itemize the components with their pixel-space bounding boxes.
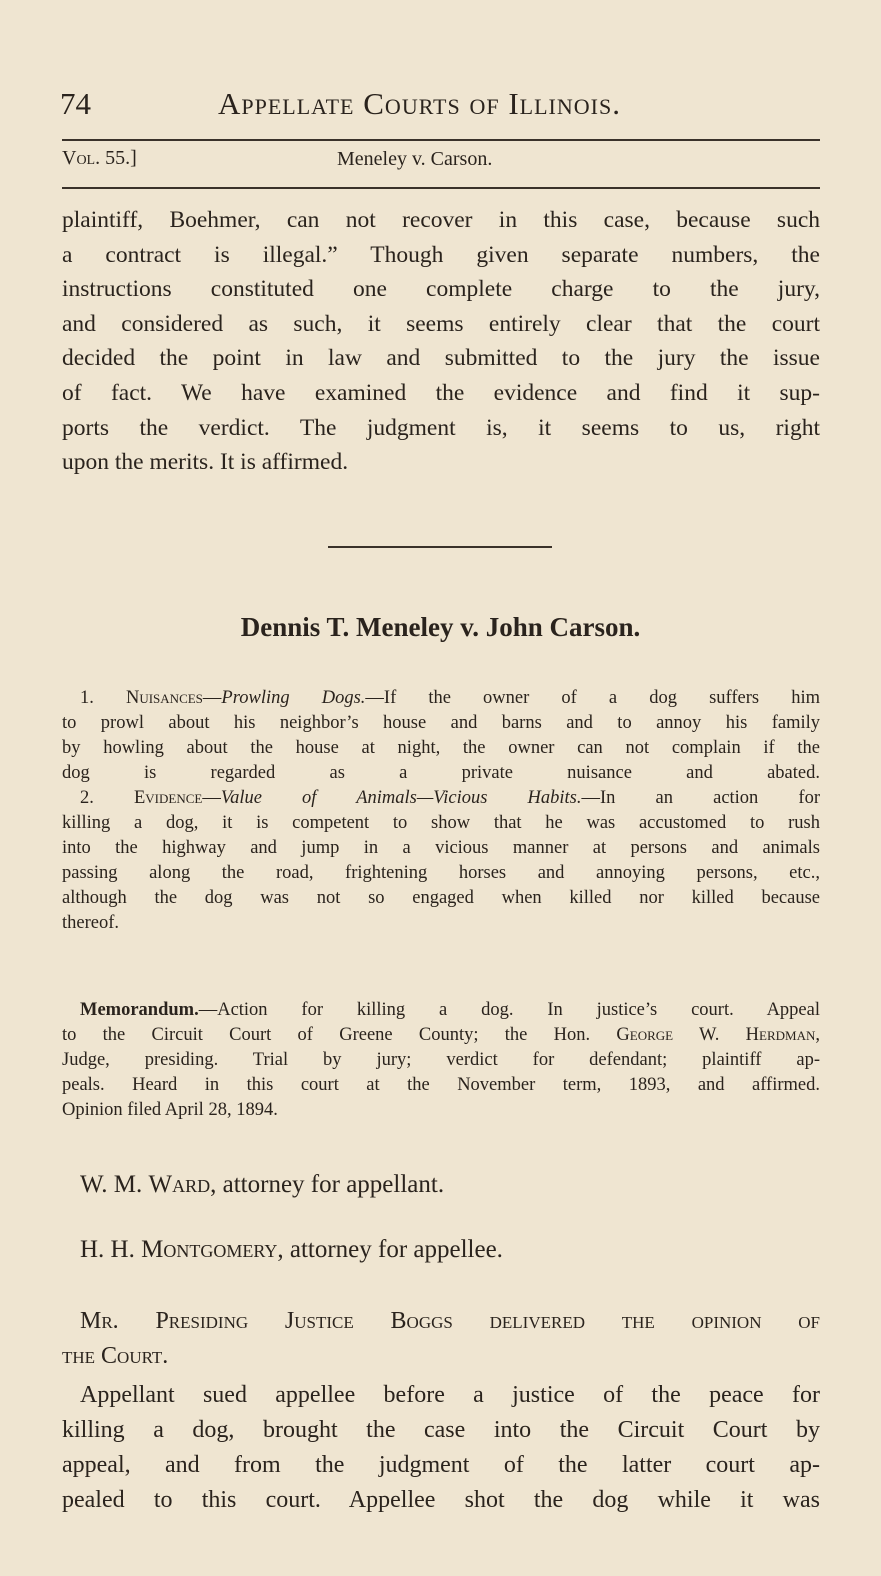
- text-span: upon the merits. It is affirmed.: [62, 449, 349, 476]
- text-line: [62, 761, 820, 786]
- text-span: Value of Animals—Vicious Habits.: [220, 788, 582, 808]
- text-line: [62, 711, 820, 736]
- text-line: [62, 1378, 820, 1413]
- text-line: [62, 1098, 820, 1123]
- text-span: Memorandum.: [80, 1000, 199, 1020]
- text-line: [80, 1233, 820, 1267]
- paragraph-continued: [62, 203, 820, 480]
- text-span: although the dog was not so engaged when killed nor killed because: [62, 888, 820, 908]
- text-span: pealed to this court. Appellee shot the dog while it was: [62, 1487, 820, 1513]
- text-span: , attorney for appellee.: [277, 1236, 503, 1263]
- text-span: plaintiff, Boehmer, can not recover in this case, because such: [62, 207, 820, 233]
- text-span: decided the point in law and submitted to the jury the issue: [62, 345, 820, 372]
- case-title: Dennis T. Meneley v. John Carson.: [240, 612, 641, 642]
- text-span: H. H.: [80, 1236, 142, 1263]
- text-line: [62, 411, 820, 446]
- opinion-intro: [62, 1304, 820, 1374]
- header-rule-bottom: [62, 187, 820, 189]
- text-span: —: [202, 688, 222, 708]
- section-divider: [328, 546, 552, 548]
- text-span: and considered as such, it seems entirely clear that the court: [62, 310, 820, 337]
- text-line: [62, 1413, 820, 1448]
- text-line: [62, 1448, 820, 1483]
- text-line: [62, 307, 820, 342]
- text-span: dog is regarded as a private nuisance and abated.: [62, 763, 820, 783]
- opinion-body: [62, 1378, 820, 1518]
- text-span: Judge, presiding. Trial by jury; verdict for defendant; plaintiff ap-: [62, 1050, 820, 1070]
- text-line: [62, 1304, 820, 1339]
- text-span: into the highway and jump in a vicious manner at persons and animals: [62, 838, 820, 858]
- header-rule-top: [62, 139, 820, 141]
- text-span: ports the verdict. The judgment is, it seems to us, right: [62, 414, 820, 441]
- volume-label: Vol. 55.]: [62, 147, 137, 169]
- text-line: [62, 998, 820, 1023]
- attorney-appellant: [80, 1168, 820, 1202]
- text-span: by howling about the house at night, the owner can not complain if the: [62, 738, 820, 758]
- text-line: [62, 1023, 820, 1048]
- text-span: —In an action for: [581, 788, 820, 808]
- text-span: —Action for killing a dog. In justice’s court. Appeal: [198, 1000, 820, 1020]
- text-span: 1.: [80, 688, 126, 708]
- running-title: Appellate Courts of Illinois.: [218, 86, 621, 121]
- text-span: instructions constituted one complete charge to the jury,: [62, 276, 820, 303]
- page-number: 74: [60, 86, 91, 121]
- text-line: [62, 861, 820, 886]
- text-span: Evidence: [133, 788, 203, 808]
- text-line: [62, 272, 820, 307]
- text-line: [62, 376, 820, 411]
- text-span: Mr. Presiding Justice Boggs delivered the opinion of: [80, 1308, 820, 1334]
- case-short-title: Meneley v. Carson.: [337, 148, 493, 170]
- text-span: the Court.: [62, 1343, 169, 1369]
- text-span: Nuisances: [125, 688, 203, 708]
- text-span: —If the owner of a dog suffers him: [365, 688, 820, 708]
- headnotes: [62, 686, 820, 936]
- text-line: [62, 1483, 820, 1518]
- text-span: peals. Heard in this court at the November term, 1893, and affirmed.: [62, 1075, 820, 1095]
- text-span: passing along the road, frightening horses and annoying persons, etc.,: [62, 863, 820, 883]
- text-line: [62, 686, 820, 711]
- text-line: [62, 1073, 820, 1098]
- text-line: [62, 341, 820, 376]
- text-line: [62, 836, 820, 861]
- text-span: to the Circuit Court of Greene County; the Hon.: [62, 1025, 617, 1045]
- text-line: [80, 1168, 820, 1202]
- text-span: Montgomery: [141, 1236, 278, 1263]
- text-span: Appellant sued appellee before a justice of the peace for: [80, 1382, 820, 1408]
- memorandum: [62, 998, 820, 1123]
- text-span: of fact. We have examined the evidence and find it sup-: [62, 379, 820, 406]
- text-line: [62, 445, 820, 480]
- text-span: —: [202, 788, 221, 808]
- text-span: appeal, and from the judgment of the latter court ap-: [62, 1452, 820, 1478]
- text-line: [62, 911, 820, 936]
- text-line: [62, 886, 820, 911]
- text-span: Ward: [148, 1171, 211, 1198]
- text-span: killing a dog, it is competent to show that he was accustomed to rush: [62, 813, 820, 833]
- text-span: , attorney for appellant.: [210, 1171, 445, 1198]
- text-line: [62, 811, 820, 836]
- text-line: [62, 1339, 820, 1374]
- text-line: [62, 786, 820, 811]
- text-span: W. M.: [80, 1171, 149, 1198]
- text-span: killing a dog, brought the case into the Circuit Court by: [62, 1417, 820, 1443]
- attorney-appellee: [80, 1233, 820, 1267]
- text-line: [62, 203, 820, 238]
- text-span: to prowl about his neighbor’s house and barns and to annoy his family: [62, 713, 820, 733]
- text-span: 2.: [80, 788, 134, 808]
- text-span: George W. Herdman,: [616, 1025, 820, 1045]
- text-span: Opinion filed April 28, 1894.: [62, 1100, 278, 1120]
- text-line: [62, 238, 820, 273]
- text-span: a contract is illegal.” Though given separate numbers, the: [62, 241, 820, 268]
- text-line: [62, 1048, 820, 1073]
- text-line: [62, 736, 820, 761]
- text-span: Prowling Dogs.: [221, 688, 366, 708]
- text-span: thereof.: [62, 913, 120, 933]
